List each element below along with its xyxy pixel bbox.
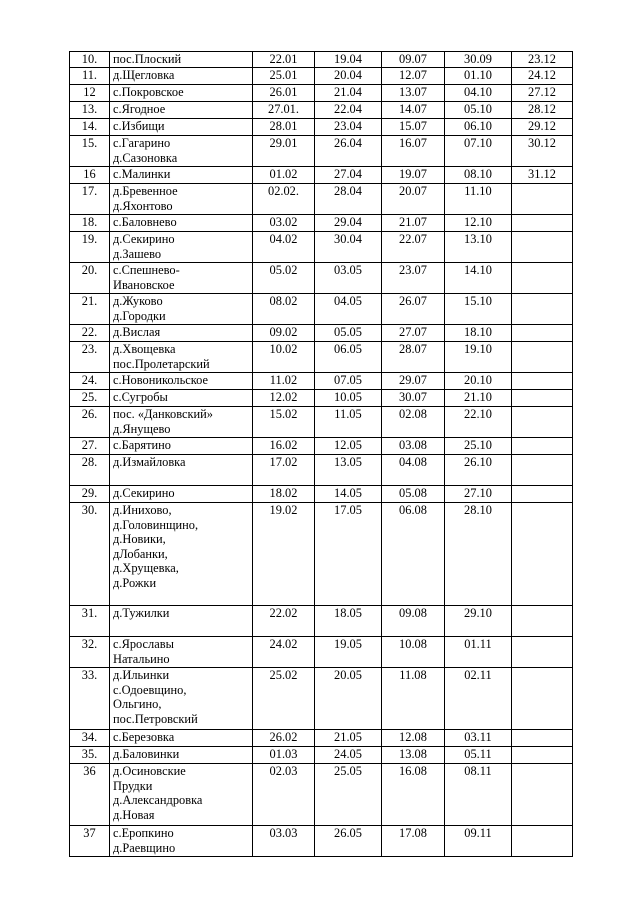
date-cell: 10.08 <box>382 637 445 668</box>
table-row <box>70 373 573 390</box>
row-number: 11. <box>70 68 110 85</box>
date-cell <box>512 215 573 232</box>
date-cell: 26.05 <box>315 826 382 857</box>
date-cell: 01.11 <box>445 637 512 668</box>
settlement-name: д.Рожки <box>113 575 157 590</box>
table-row <box>70 232 573 263</box>
date-cell <box>512 455 573 486</box>
date-cell: 25.10 <box>445 438 512 455</box>
settlement-cell <box>110 294 253 325</box>
date-cell: 29.07 <box>382 373 445 390</box>
date-cell: 16.08 <box>382 764 445 826</box>
settlement-name: д.Новая <box>113 807 155 822</box>
settlement-name: с.Баловнево <box>113 215 177 229</box>
row-number: 27. <box>70 438 110 455</box>
row-number: 13. <box>70 102 110 119</box>
date-cell: 12.08 <box>382 730 445 747</box>
date-cell: 12.02 <box>253 390 315 407</box>
table-row <box>70 167 573 184</box>
date-cell: 11.08 <box>382 668 445 730</box>
date-cell: 26.07 <box>382 294 445 325</box>
date-cell: 04.05 <box>315 294 382 325</box>
date-cell: 22.10 <box>445 407 512 438</box>
schedule-table-body <box>70 52 573 857</box>
date-cell: 18.02 <box>253 486 315 503</box>
settlement-cell <box>110 215 253 232</box>
settlement-name: с.Гагарино <box>113 136 171 150</box>
date-cell: 19.10 <box>445 342 512 373</box>
date-cell: 03.02 <box>253 215 315 232</box>
table-row <box>70 68 573 85</box>
row-number: 28. <box>70 455 110 486</box>
date-cell <box>512 184 573 215</box>
date-cell: 21.05 <box>315 730 382 747</box>
date-cell: 03.03 <box>253 826 315 857</box>
settlement-name: с.Одоевщино, <box>113 682 187 697</box>
date-cell <box>512 325 573 342</box>
row-number: 31. <box>70 606 110 637</box>
date-cell: 03.05 <box>315 263 382 294</box>
row-number: 24. <box>70 373 110 390</box>
date-cell: 21.07 <box>382 215 445 232</box>
row-number: 19. <box>70 232 110 263</box>
schedule-table <box>69 51 573 857</box>
settlement-name: д.Новики, <box>113 532 166 546</box>
table-row <box>70 215 573 232</box>
date-cell: 27.04 <box>315 167 382 184</box>
date-cell <box>512 438 573 455</box>
table-row <box>70 294 573 325</box>
settlement-cell <box>110 438 253 455</box>
settlement-name: д.Инихово, <box>113 503 172 517</box>
date-cell: 06.08 <box>382 503 445 606</box>
settlement-name: д.Ильинки <box>113 668 170 682</box>
settlement-name: д.Жуково <box>113 294 163 308</box>
table-row <box>70 85 573 102</box>
date-cell: 11.10 <box>445 184 512 215</box>
date-cell <box>512 390 573 407</box>
date-cell: 16.07 <box>382 136 445 167</box>
date-cell: 06.05 <box>315 342 382 373</box>
date-cell: 12.10 <box>445 215 512 232</box>
date-cell: 25.05 <box>315 764 382 826</box>
date-cell <box>512 730 573 747</box>
date-cell: 24.05 <box>315 747 382 764</box>
date-cell <box>512 263 573 294</box>
date-cell: 30.04 <box>315 232 382 263</box>
date-cell: 20.10 <box>445 373 512 390</box>
date-cell: 02.08 <box>382 407 445 438</box>
settlement-cell <box>110 390 253 407</box>
settlement-name: д.Головинщино, <box>113 517 199 532</box>
date-cell: 01.10 <box>445 68 512 85</box>
settlement-name: д.Секирино <box>113 232 175 246</box>
row-number: 36 <box>70 764 110 826</box>
table-row <box>70 764 573 826</box>
date-cell: 13.05 <box>315 455 382 486</box>
date-cell: 18.05 <box>315 606 382 637</box>
settlement-name: д.Яхонтово <box>113 198 173 213</box>
row-number: 16 <box>70 167 110 184</box>
date-cell: 07.10 <box>445 136 512 167</box>
row-number: 23. <box>70 342 110 373</box>
date-cell <box>512 606 573 637</box>
date-cell: 25.02 <box>253 668 315 730</box>
settlement-name: пос. «Данковский» <box>113 407 213 421</box>
date-cell: 03.08 <box>382 438 445 455</box>
settlement-name: д.Осиновские <box>113 764 186 778</box>
date-cell <box>512 294 573 325</box>
settlement-name: пос.Плоский <box>113 52 182 66</box>
date-cell: 05.10 <box>445 102 512 119</box>
date-cell: 22.01 <box>253 52 315 68</box>
row-number: 30. <box>70 503 110 606</box>
row-number: 35. <box>70 747 110 764</box>
settlement-name: с.Избищи <box>113 119 165 133</box>
date-cell <box>512 503 573 606</box>
settlement-name: д.Александровка <box>113 793 203 807</box>
date-cell: 13.07 <box>382 85 445 102</box>
row-number: 21. <box>70 294 110 325</box>
date-cell: 08.10 <box>445 167 512 184</box>
settlement-name: д.Янущево <box>113 421 171 436</box>
settlement-cell <box>110 826 253 857</box>
date-cell: 05.11 <box>445 747 512 764</box>
settlement-cell <box>110 85 253 102</box>
row-number: 25. <box>70 390 110 407</box>
table-row <box>70 263 573 294</box>
settlement-name: с.Спешнево- <box>113 263 180 277</box>
date-cell: 13.10 <box>445 232 512 263</box>
date-cell: 15.02 <box>253 407 315 438</box>
row-number: 32. <box>70 637 110 668</box>
settlement-cell <box>110 325 253 342</box>
date-cell: 28.01 <box>253 119 315 136</box>
row-number: 12 <box>70 85 110 102</box>
date-cell: 10.05 <box>315 390 382 407</box>
row-number: 14. <box>70 119 110 136</box>
row-number: 18. <box>70 215 110 232</box>
date-cell: 28.12 <box>512 102 573 119</box>
date-cell: 06.10 <box>445 119 512 136</box>
table-row <box>70 407 573 438</box>
date-cell <box>512 486 573 503</box>
settlement-name: с.Ярославы <box>113 637 174 651</box>
date-cell <box>512 764 573 826</box>
table-row <box>70 503 573 606</box>
settlement-name: с.Сугробы <box>113 390 168 404</box>
date-cell: 04.02 <box>253 232 315 263</box>
table-row <box>70 826 573 857</box>
date-cell: 30.07 <box>382 390 445 407</box>
settlement-name: с.Малинки <box>113 167 171 181</box>
date-cell: 22.04 <box>315 102 382 119</box>
table-row <box>70 390 573 407</box>
date-cell: 23.07 <box>382 263 445 294</box>
date-cell: 07.05 <box>315 373 382 390</box>
date-cell <box>512 668 573 730</box>
date-cell: 28.04 <box>315 184 382 215</box>
settlement-cell <box>110 486 253 503</box>
settlement-cell <box>110 119 253 136</box>
table-row <box>70 747 573 764</box>
date-cell: 03.11 <box>445 730 512 747</box>
date-cell: 12.05 <box>315 438 382 455</box>
row-number: 15. <box>70 136 110 167</box>
settlement-cell <box>110 184 253 215</box>
settlement-cell <box>110 503 253 606</box>
date-cell: 29.10 <box>445 606 512 637</box>
table-row <box>70 486 573 503</box>
date-cell: 02.11 <box>445 668 512 730</box>
date-cell: 27.10 <box>445 486 512 503</box>
date-cell: 14.07 <box>382 102 445 119</box>
row-number: 26. <box>70 407 110 438</box>
date-cell <box>512 232 573 263</box>
settlement-cell <box>110 668 253 730</box>
date-cell: 26.04 <box>315 136 382 167</box>
settlement-name: д.Раевщино <box>113 840 176 855</box>
settlement-cell <box>110 455 253 486</box>
settlement-cell <box>110 730 253 747</box>
settlement-cell <box>110 373 253 390</box>
settlement-cell <box>110 637 253 668</box>
date-cell: 17.08 <box>382 826 445 857</box>
date-cell: 04.10 <box>445 85 512 102</box>
settlement-cell <box>110 263 253 294</box>
settlement-name: Ивановское <box>113 277 175 292</box>
date-cell: 15.07 <box>382 119 445 136</box>
date-cell: 22.02 <box>253 606 315 637</box>
settlement-name: д.Измайловка <box>113 455 186 469</box>
table-row <box>70 102 573 119</box>
settlement-name: с.Ягодное <box>113 102 166 116</box>
date-cell <box>512 407 573 438</box>
settlement-cell <box>110 407 253 438</box>
settlement-name: с.Покровское <box>113 85 184 99</box>
settlement-name: д.Зашево <box>113 246 162 261</box>
date-cell <box>512 342 573 373</box>
date-cell: 19.04 <box>315 52 382 68</box>
date-cell: 04.08 <box>382 455 445 486</box>
settlement-name: д.Тужилки <box>113 606 170 620</box>
date-cell: 27.07 <box>382 325 445 342</box>
table-row <box>70 136 573 167</box>
table-row <box>70 606 573 637</box>
date-cell: 14.05 <box>315 486 382 503</box>
date-cell <box>512 373 573 390</box>
table-row <box>70 325 573 342</box>
settlement-cell <box>110 52 253 68</box>
settlement-cell <box>110 342 253 373</box>
date-cell: 18.10 <box>445 325 512 342</box>
date-cell: 09.11 <box>445 826 512 857</box>
date-cell: 19.07 <box>382 167 445 184</box>
settlement-name: дЛобанки, <box>113 546 168 561</box>
settlement-name: с.Еропкино <box>113 826 174 840</box>
date-cell: 16.02 <box>253 438 315 455</box>
settlement-name: д.Вислая <box>113 325 161 339</box>
row-number: 29. <box>70 486 110 503</box>
date-cell <box>512 637 573 668</box>
date-cell: 08.11 <box>445 764 512 826</box>
date-cell: 05.05 <box>315 325 382 342</box>
settlement-name: д.Щегловка <box>113 68 175 82</box>
date-cell: 21.10 <box>445 390 512 407</box>
settlement-name: с.Березовка <box>113 730 175 744</box>
date-cell: 22.07 <box>382 232 445 263</box>
date-cell <box>512 826 573 857</box>
date-cell: 26.10 <box>445 455 512 486</box>
settlement-cell <box>110 232 253 263</box>
date-cell: 19.05 <box>315 637 382 668</box>
date-cell: 20.05 <box>315 668 382 730</box>
settlement-name: Натальино <box>113 651 170 666</box>
date-cell: 29.01 <box>253 136 315 167</box>
settlement-name: пос.Петровский <box>113 711 198 726</box>
table-row <box>70 184 573 215</box>
row-number: 22. <box>70 325 110 342</box>
date-cell: 11.05 <box>315 407 382 438</box>
date-cell: 02.02. <box>253 184 315 215</box>
row-number: 33. <box>70 668 110 730</box>
date-cell: 14.10 <box>445 263 512 294</box>
date-cell: 30.12 <box>512 136 573 167</box>
date-cell: 28.07 <box>382 342 445 373</box>
settlement-cell <box>110 68 253 85</box>
date-cell: 27.01. <box>253 102 315 119</box>
row-number: 37 <box>70 826 110 857</box>
date-cell: 08.02 <box>253 294 315 325</box>
settlement-cell <box>110 167 253 184</box>
date-cell: 05.02 <box>253 263 315 294</box>
date-cell: 20.07 <box>382 184 445 215</box>
row-number: 34. <box>70 730 110 747</box>
date-cell <box>512 747 573 764</box>
settlement-name: пос.Пролетарский <box>113 356 210 371</box>
settlement-cell <box>110 747 253 764</box>
date-cell: 21.04 <box>315 85 382 102</box>
table-row <box>70 342 573 373</box>
date-cell: 29.04 <box>315 215 382 232</box>
table-row <box>70 438 573 455</box>
date-cell: 01.02 <box>253 167 315 184</box>
settlement-name: Ольгино, <box>113 697 162 711</box>
table-row <box>70 668 573 730</box>
settlement-name: с.Новоникольское <box>113 373 208 387</box>
date-cell: 20.04 <box>315 68 382 85</box>
date-cell: 10.02 <box>253 342 315 373</box>
row-number: 10. <box>70 52 110 68</box>
date-cell: 19.02 <box>253 503 315 606</box>
date-cell: 24.12 <box>512 68 573 85</box>
date-cell: 02.03 <box>253 764 315 826</box>
row-number: 20. <box>70 263 110 294</box>
settlement-cell <box>110 764 253 826</box>
settlement-cell <box>110 102 253 119</box>
date-cell: 23.04 <box>315 119 382 136</box>
date-cell: 09.08 <box>382 606 445 637</box>
date-cell: 24.02 <box>253 637 315 668</box>
settlement-name: с.Барятино <box>113 438 171 452</box>
date-cell: 05.08 <box>382 486 445 503</box>
date-cell: 25.01 <box>253 68 315 85</box>
settlement-name: д.Сазоновка <box>113 150 178 165</box>
settlement-name: д.Хрущевка, <box>113 561 179 575</box>
table-row <box>70 637 573 668</box>
settlement-name: Прудки <box>113 778 153 793</box>
row-number: 17. <box>70 184 110 215</box>
date-cell: 26.01 <box>253 85 315 102</box>
date-cell: 09.02 <box>253 325 315 342</box>
date-cell: 12.07 <box>382 68 445 85</box>
date-cell: 09.07 <box>382 52 445 68</box>
date-cell: 29.12 <box>512 119 573 136</box>
table-row <box>70 52 573 68</box>
date-cell: 30.09 <box>445 52 512 68</box>
date-cell: 15.10 <box>445 294 512 325</box>
date-cell: 31.12 <box>512 167 573 184</box>
settlement-name: д.Хвощевка <box>113 342 176 356</box>
table-row <box>70 455 573 486</box>
date-cell: 17.05 <box>315 503 382 606</box>
date-cell: 17.02 <box>253 455 315 486</box>
date-cell: 27.12 <box>512 85 573 102</box>
date-cell: 26.02 <box>253 730 315 747</box>
table-row <box>70 119 573 136</box>
settlement-cell <box>110 136 253 167</box>
date-cell: 23.12 <box>512 52 573 68</box>
date-cell: 01.03 <box>253 747 315 764</box>
settlement-name: д.Городки <box>113 308 166 323</box>
settlement-name: д.Бревенное <box>113 184 178 198</box>
date-cell: 28.10 <box>445 503 512 606</box>
settlement-name: д.Баловинки <box>113 747 180 761</box>
table-row <box>70 730 573 747</box>
date-cell: 13.08 <box>382 747 445 764</box>
date-cell: 11.02 <box>253 373 315 390</box>
settlement-name: д.Секирино <box>113 486 175 500</box>
settlement-cell <box>110 606 253 637</box>
